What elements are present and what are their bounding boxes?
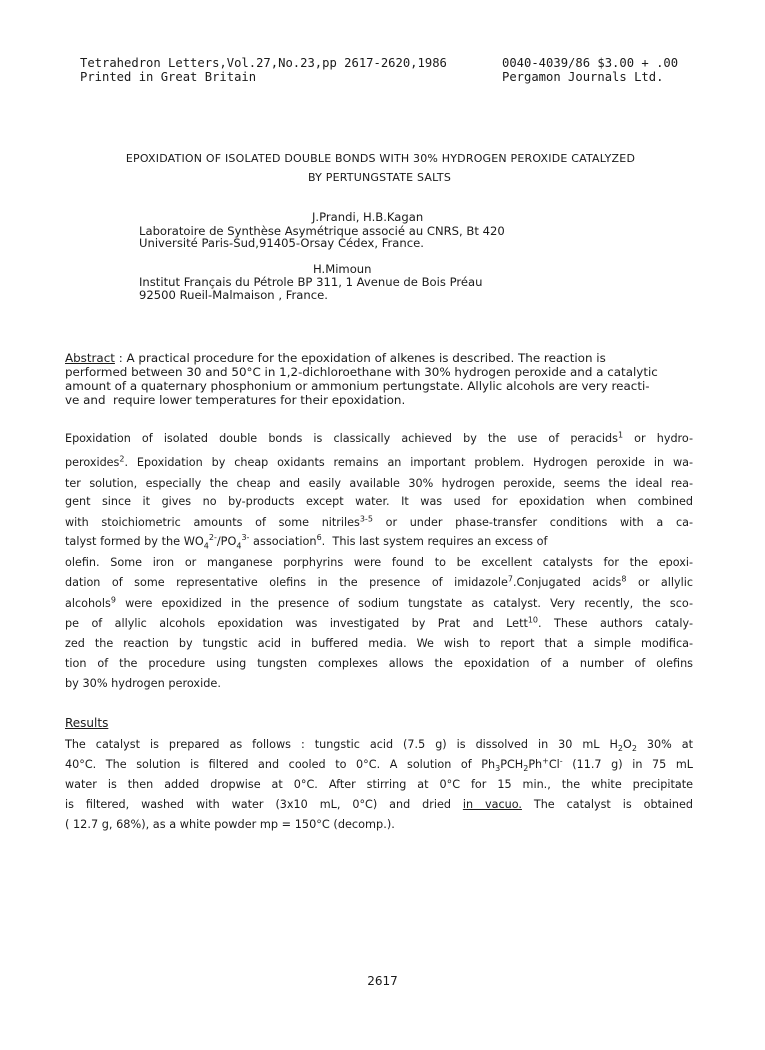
intro-line3: ter solution, especially the cheap and easily available 30% hydrogen peroxide, seems the ideal rea- xyxy=(65,477,693,490)
journal-citation: Tetrahedron Letters,Vol.27,No.23,pp 2617-2620,1986 xyxy=(80,56,447,70)
authors-group1: J.Prandi, H.B.Kagan xyxy=(312,210,424,224)
intro-line4: gent since it gives no by-products except water. It was used for epoxidation when combined xyxy=(65,495,693,508)
results-line2: 40°C. The solution is filtered and cooled to 0°C. A solution of $Ph_3PCH_2Ph^+Cl^-$ (11.7 g) in 75 mL xyxy=(65,756,694,774)
intro-line1: Epoxidation of isolated double bonds is classically achieved by the use of peracids$^1$ or hydro- xyxy=(65,430,693,445)
authors-group2: H.Mimoun xyxy=(313,262,372,276)
abstract-line3: amount of a quaternary phosphonium or ammonium pertungstate. Allylic alcohols are very reacti- xyxy=(65,379,650,393)
paper-title-line1: EPOXIDATION OF ISOLATED DOUBLE BONDS WITH 30% HYDROGEN PEROXIDE CATALYZED xyxy=(125,152,636,165)
affiliation2-line1: Institut Français du Pétrole BP 311, 1 Avenue de Bois Préau xyxy=(139,275,483,289)
intro-line12: tion of the procedure using tungsten complexes allows the epoxidation of a number of olefins xyxy=(65,657,693,670)
results-line3: water is then added dropwise at 0°C. After stirring at 0°C for 15 min., the white precipitate xyxy=(65,778,693,791)
intro-line6: talyst formed by the $WO_4^{2-}/PO_4^{3-}$ association$^6$. This last system requires an excess of xyxy=(65,533,548,551)
abstract-line2: performed between 30 and 50°C in 1,2-dichloroethane with 30% hydrogen peroxide and a catalytic xyxy=(65,365,658,379)
intro-line5: with stoichiometric amounts of some nitriles$^{3-5}$ or under phase-transfer conditions with a ca- xyxy=(65,514,694,529)
affiliation2-line2: 92500 Rueil-Malmaison , France. xyxy=(139,288,328,302)
affiliation1-line2: Université Paris-Sud,91405-Orsay Cédex, France. xyxy=(139,236,424,250)
issn-price: 0040-4039/86 $3.00 + .00 xyxy=(502,56,679,70)
abstract-line4: ve and require lower temperatures for their epoxidation. xyxy=(65,393,406,407)
intro-line11: zed the reaction by tungstic acid in buffered media. We wish to report that a simple modifica- xyxy=(65,637,693,650)
intro-line8: dation of some representative olefins in the presence of imidazole$^7$.Conjugated acids$^8$ or allylic xyxy=(65,574,693,589)
page-number: 2617 xyxy=(367,974,398,988)
intro-line13: by 30% hydrogen peroxide. xyxy=(65,677,221,690)
publisher: Pergamon Journals Ltd. xyxy=(502,70,664,84)
results-heading: Results xyxy=(65,716,109,730)
intro-line7: olefin. Some iron or manganese porphyrins were found to be excellent catalysts for the epoxi- xyxy=(65,556,693,569)
results-line5: ( 12.7 g, 68%), as a white powder mp = 150°C (decomp.). xyxy=(65,818,395,831)
printed-in: Printed in Great Britain xyxy=(80,70,257,84)
affiliation1-line1: Laboratoire de Synthèse Asymétrique associé au CNRS, Bt 420 xyxy=(139,224,505,238)
results-line1: The catalyst is prepared as follows : tungstic acid (7.5 g) is dissolved in 30 mL $H_2O_2$ 30% at xyxy=(65,738,693,754)
abstract-line1: Abstract : A practical procedure for the epoxidation of alkenes is described. The reaction is xyxy=(65,351,606,365)
intro-line2: peroxides$^2$. Epoxidation by cheap oxidants remains an important problem. Hydrogen peroxide in wa- xyxy=(65,454,693,469)
results-line4: is filtered, washed with water (3x10 mL, 0°C) and dried in vacuo. The catalyst is obtained xyxy=(65,798,693,811)
intro-line10: pe of allylic alcohols epoxidation was investigated by Prat and Lett$^{10}$. These authors cataly- xyxy=(65,615,693,630)
intro-line9: alcohols$^9$ were epoxidized in the presence of sodium tungstate as catalyst. Very recently, the sco- xyxy=(65,595,693,610)
abstract-heading: Abstract xyxy=(65,351,115,365)
paper-title-line2: BY PERTUNGSTATE SALTS xyxy=(307,171,452,184)
